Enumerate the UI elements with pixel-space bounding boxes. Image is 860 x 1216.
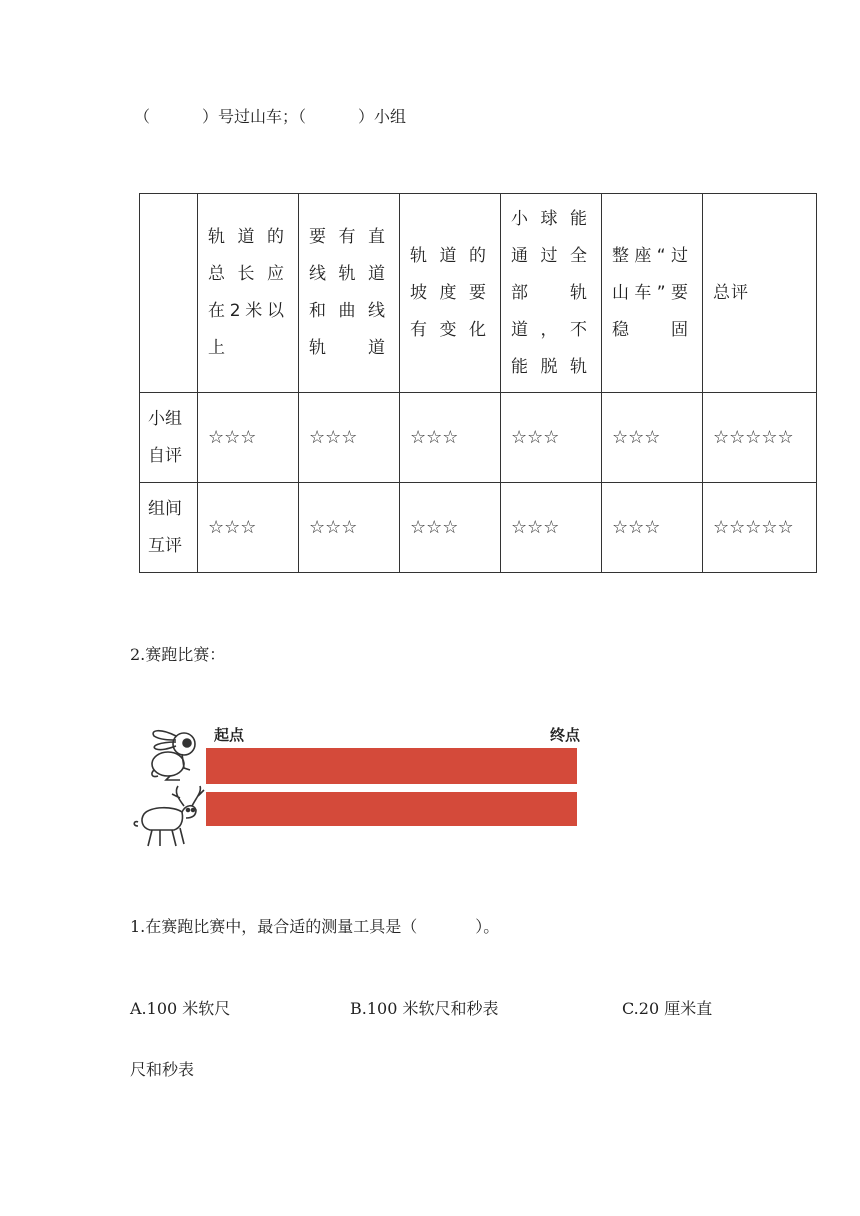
deer-lane (206, 792, 577, 826)
option-b[interactable]: B.100 米软尺和秒表 (350, 999, 499, 1018)
rabbit-icon (152, 731, 195, 780)
table-row-peer-eval (140, 483, 817, 573)
header-cell-length: 轨道的总长应在2米以上 (198, 194, 299, 393)
evaluation-table (139, 193, 817, 573)
end-label: 终点 (550, 726, 581, 744)
header-group-text: ）小组 (358, 107, 407, 126)
header-coaster-text: ）号过山车；（ (202, 107, 307, 126)
row-label: 小组自评 (140, 393, 198, 483)
header-cell-total: 总评 (703, 194, 817, 393)
deer-icon (134, 786, 204, 846)
table-header-row (140, 194, 817, 393)
row-label: 组间互评 (140, 483, 198, 573)
header-cell-stability: 整座“过山车”要稳固 (602, 194, 703, 393)
header-cell-empty (140, 194, 198, 393)
question-stem-before: 1.在赛跑比赛中，最合适的测量工具是（ (130, 917, 418, 936)
rabbit-lane (206, 748, 577, 784)
star-rating-cell[interactable]: ☆☆☆ (501, 483, 602, 573)
star-rating-cell[interactable]: ☆☆☆ (602, 393, 703, 483)
star-rating-cell[interactable]: ☆☆☆ (299, 483, 400, 573)
start-label: 起点 (214, 726, 245, 744)
star-rating-cell[interactable]: ☆☆☆ (602, 483, 703, 573)
option-c[interactable]: C.20 厘米直 (622, 999, 713, 1018)
race-illustration (130, 718, 590, 858)
question-stem (130, 914, 499, 937)
star-rating-cell[interactable]: ☆☆☆ (400, 483, 501, 573)
header-cell-ball-pass: 小球能通过全部轨道，不能脱轨 (501, 194, 602, 393)
option-a[interactable]: A.100 米软尺 (130, 999, 231, 1018)
header-open-paren: （ (134, 107, 151, 126)
star-rating-cell[interactable]: ☆☆☆ (198, 393, 299, 483)
star-rating-cell[interactable]: ☆☆☆ (400, 393, 501, 483)
star-rating-total-cell[interactable]: ☆☆☆☆☆ (703, 393, 817, 483)
option-c-continuation: 尺和秒表 (130, 1060, 195, 1079)
question-stem-after: ）。 (475, 917, 500, 936)
project-header-line (134, 104, 406, 127)
star-rating-total-cell[interactable]: ☆☆☆☆☆ (703, 483, 817, 573)
star-rating-cell[interactable]: ☆☆☆ (198, 483, 299, 573)
section-title: 2.赛跑比赛： (130, 645, 226, 664)
table-row-self-eval (140, 393, 817, 483)
star-rating-cell[interactable]: ☆☆☆ (299, 393, 400, 483)
star-rating-cell[interactable]: ☆☆☆ (501, 393, 602, 483)
header-cell-track-types: 要有直线轨道和曲线轨道 (299, 194, 400, 393)
header-cell-slope: 轨道的坡度要有变化 (400, 194, 501, 393)
